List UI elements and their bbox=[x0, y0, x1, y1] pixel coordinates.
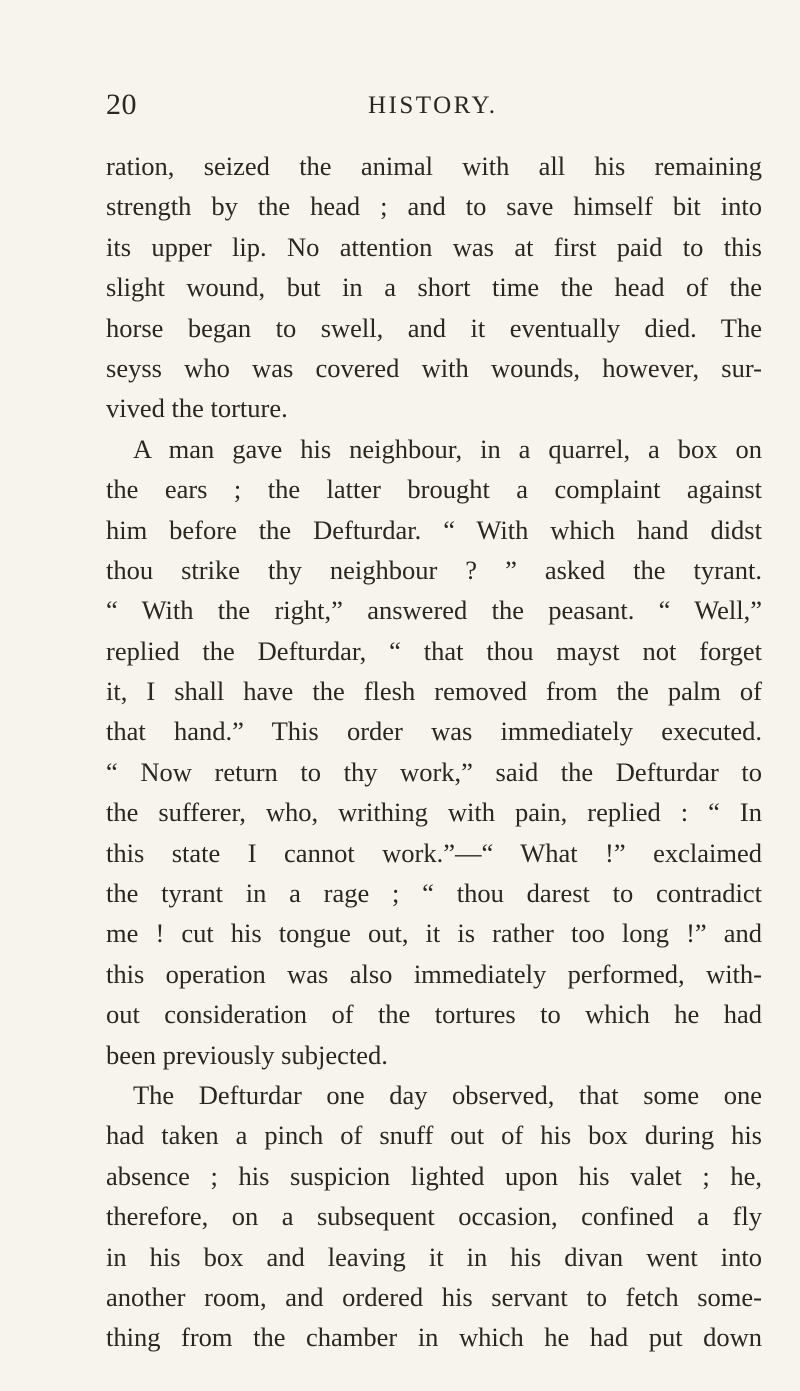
paragraph-end-line: vived the torture. bbox=[106, 393, 288, 424]
text-line: horse began to swell, and it eventually died. The bbox=[106, 312, 762, 343]
text-line: its upper lip. No attention was at first paid to this bbox=[106, 231, 762, 262]
text-line: therefore, on a subsequent occasion, confined a fly bbox=[106, 1201, 762, 1232]
body-text bbox=[106, 146, 762, 1358]
text-line: “ With the right,” answered the peasant. “ Well,” bbox=[106, 595, 762, 626]
text-line: in his box and leaving it in his divan went into bbox=[106, 1241, 762, 1272]
text-line: that hand.” This order was immediately executed. bbox=[106, 716, 762, 747]
running-head-title: HISTORY. bbox=[368, 92, 498, 119]
paragraph-end-line: been previously subjected. bbox=[106, 1039, 388, 1070]
text-line: had taken a pinch of snuff out of his box during his bbox=[106, 1120, 762, 1151]
text-line: thou strike thy neighbour ? ” asked the tyrant. bbox=[106, 554, 762, 585]
text-line: this state I cannot work.”—“ What !” exclaimed bbox=[106, 837, 762, 868]
text-line: slight wound, but in a short time the head of the bbox=[106, 272, 762, 303]
paragraph-start-line: A man gave his neighbour, in a quarrel, a box on bbox=[133, 433, 762, 464]
text-line: strength by the head ; and to save himself bit into bbox=[106, 191, 762, 222]
page-number: 20 bbox=[106, 88, 137, 121]
text-line: it, I shall have the flesh removed from the palm of bbox=[106, 676, 762, 707]
text-line: the ears ; the latter brought a complaint against bbox=[106, 474, 762, 505]
text-line: out consideration of the tortures to which he had bbox=[106, 999, 762, 1030]
paragraph-start-line: The Defturdar one day observed, that some one bbox=[133, 1079, 762, 1110]
text-line: “ Now return to thy work,” said the Defturdar to bbox=[106, 756, 762, 787]
text-line: him before the Defturdar. “ With which hand didst bbox=[106, 514, 762, 545]
running-head bbox=[106, 88, 762, 128]
text-line: replied the Defturdar, “ that thou mayst not forget bbox=[106, 635, 762, 666]
text-line: this operation was also immediately performed, with- bbox=[106, 958, 762, 989]
text-line: the tyrant in a rage ; “ thou darest to contradict bbox=[106, 878, 762, 909]
text-line: absence ; his suspicion lighted upon his valet ; he, bbox=[106, 1160, 762, 1191]
text-line: seyss who was covered with wounds, however, sur- bbox=[106, 352, 762, 383]
text-line: thing from the chamber in which he had put down bbox=[106, 1322, 762, 1353]
text-line: me ! cut his tongue out, it is rather too long !” and bbox=[106, 918, 762, 949]
text-line: ration, seized the animal with all his remaining bbox=[106, 151, 762, 181]
text-line: the sufferer, who, writhing with pain, replied : “ In bbox=[106, 797, 762, 828]
text-line: another room, and ordered his servant to fetch some- bbox=[106, 1281, 762, 1312]
